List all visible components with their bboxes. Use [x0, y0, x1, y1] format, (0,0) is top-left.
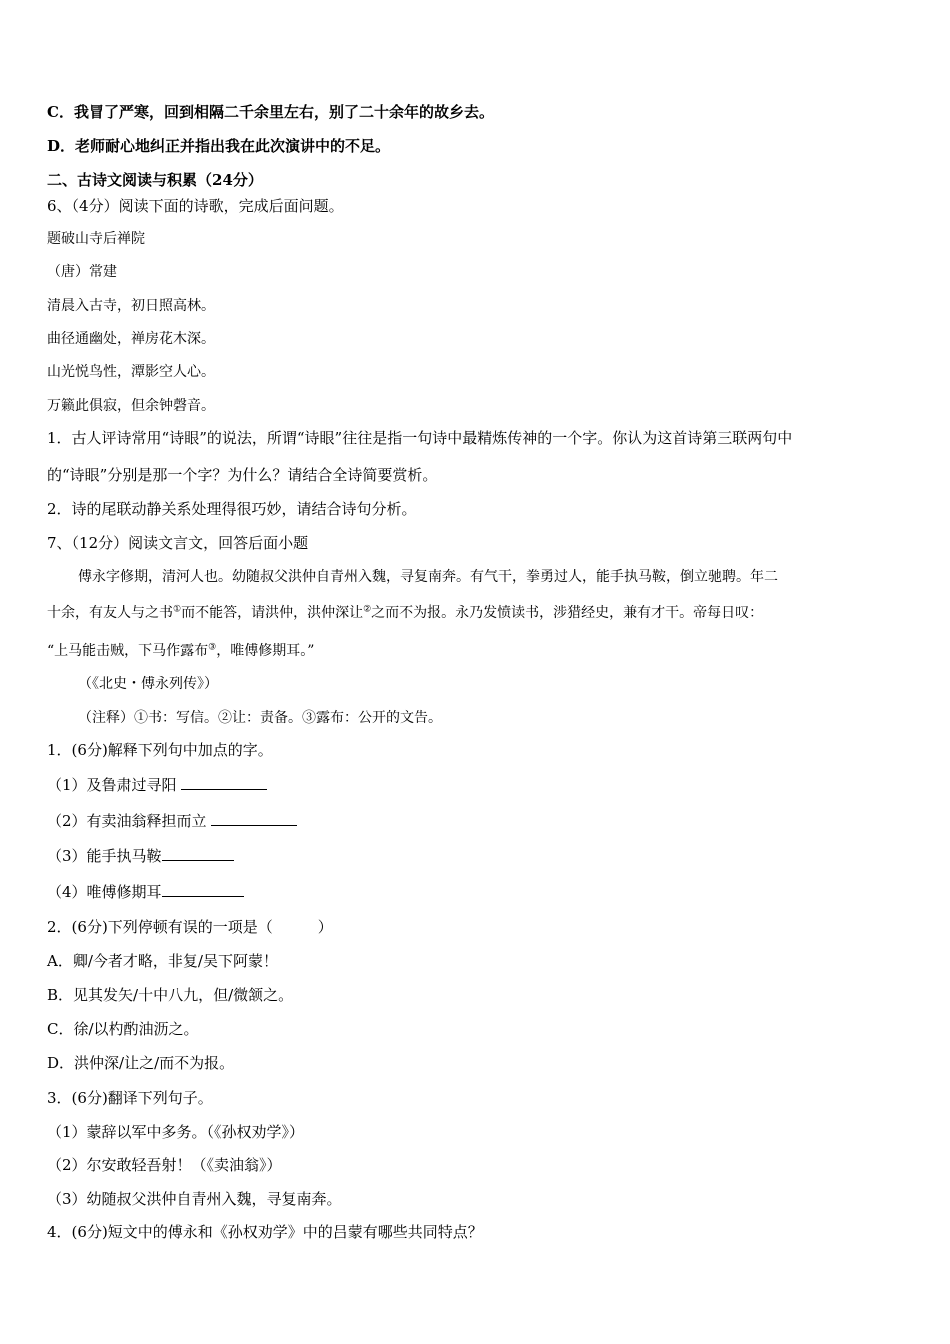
- answer-blank[interactable]: [211, 811, 297, 826]
- poem-line: 清晨入古寺，初日照高林。: [47, 298, 215, 314]
- q7-sub4: 4．(6分)短文中的傅永和《孙权劝学》中的吕蒙有哪些共同特点？: [47, 1223, 483, 1241]
- q7-sub1-item: [47, 882, 244, 902]
- q6-sub1-line2: 的“诗眼”分别是那一个字？为什么？请结合全诗简要赏析。: [47, 466, 438, 484]
- note-marker: ③: [208, 642, 217, 653]
- passage-text: “上马能击贼，下马作露布: [47, 643, 209, 659]
- passage-source: （《北史・傅永列传》）: [78, 676, 218, 692]
- q6-sub2: 2．诗的尾联动静关系处理得很巧妙，请结合诗句分析。: [47, 500, 417, 518]
- item-text: （1）及鲁肃过寻阳: [47, 776, 177, 794]
- poem-line: 曲径通幽处，禅房花木深。: [47, 331, 215, 347]
- passage-line: 傅永字修期，清河人也。幼随叔父洪仲自青州入魏，寻复南奔。有气干，拳勇过人，能手执马鞍，倒立驰聘。年二: [78, 569, 778, 585]
- q7-sub2-option: D．洪仲深/让之/而不为报。: [47, 1054, 235, 1072]
- note-marker: ②: [363, 604, 372, 615]
- section-heading: 二、古诗文阅读与积累（24分）: [47, 171, 263, 189]
- item-text: （2）有卖油翁释担而立: [47, 812, 207, 830]
- q7-sub2-option: C．徐/以杓酌油沥之。: [47, 1020, 199, 1038]
- q7-sub1-item: [47, 846, 234, 866]
- q7-sub3-item: （3）幼随叔父洪仲自青州入魏，寻复南奔。: [47, 1190, 342, 1208]
- answer-blank[interactable]: [181, 775, 267, 790]
- q6-sub1-line1: 1．古人评诗常用“诗眼”的说法，所谓“诗眼”往往是指一句诗中最精炼传神的一个字。你认为这首诗第三联两句中: [47, 429, 793, 447]
- q7-sub1-item: [47, 811, 297, 831]
- poem-title: 题破山寺后禅院: [47, 231, 145, 247]
- passage-text: 之而不为报。永乃发愤读书，涉猎经史，兼有才干。帝每日叹：: [371, 605, 764, 621]
- q7-sub3-item: （2）尔安敢轻吾射！（《卖油翁》）: [47, 1156, 282, 1174]
- q7-sub3: 3．(6分)翻译下列句子。: [47, 1089, 213, 1107]
- option-c: C．我冒了严寒，回到相隔二千余里左右，别了二十余年的故乡去。: [47, 103, 494, 121]
- q7-sub1-item: [47, 775, 267, 795]
- poem-author: （唐）常建: [47, 264, 117, 280]
- poem-line: 万籁此俱寂，但余钟磬音。: [47, 398, 215, 414]
- q7-sub3-item: （1）蒙辞以军中多务。（《孙权劝学》）: [47, 1123, 305, 1141]
- q7-sub2-option: A．卿/今者才略，非复/吴下阿蒙！: [47, 952, 278, 970]
- question-7-intro: 7、（12分）阅读文言文，回答后面小题: [47, 534, 309, 552]
- option-d: D．老师耐心地纠正并指出我在此次演讲中的不足。: [47, 137, 391, 155]
- passage-text: 十余，有友人与之书: [47, 605, 173, 621]
- passage-line: [47, 641, 314, 661]
- passage-text: 而不能答，请洪仲，洪仲深让: [181, 605, 364, 621]
- q7-sub2-option: B．见其发矢/十中八九，但/微颔之。: [47, 986, 294, 1004]
- passage-annotation: （注释）①书：写信。②让：责备。③露布：公开的文告。: [78, 710, 442, 726]
- answer-blank[interactable]: [162, 846, 234, 861]
- passage-line: [47, 603, 763, 623]
- poem-line: 山光悦鸟性，潭影空人心。: [47, 364, 215, 380]
- note-marker: ①: [173, 604, 182, 615]
- q7-sub1: 1．(6分)解释下列句中加点的字。: [47, 741, 273, 759]
- q7-sub2: 2．(6分)下列停顿有误的一项是（ ）: [47, 918, 333, 936]
- answer-blank[interactable]: [162, 882, 244, 897]
- passage-text: ，唯傅修期耳。”: [216, 643, 315, 659]
- item-text: （3）能手执马鞍: [47, 847, 162, 865]
- item-text: （4）唯傅修期耳: [47, 883, 162, 901]
- question-6-intro: 6、（4分）阅读下面的诗歌，完成后面问题。: [47, 197, 344, 215]
